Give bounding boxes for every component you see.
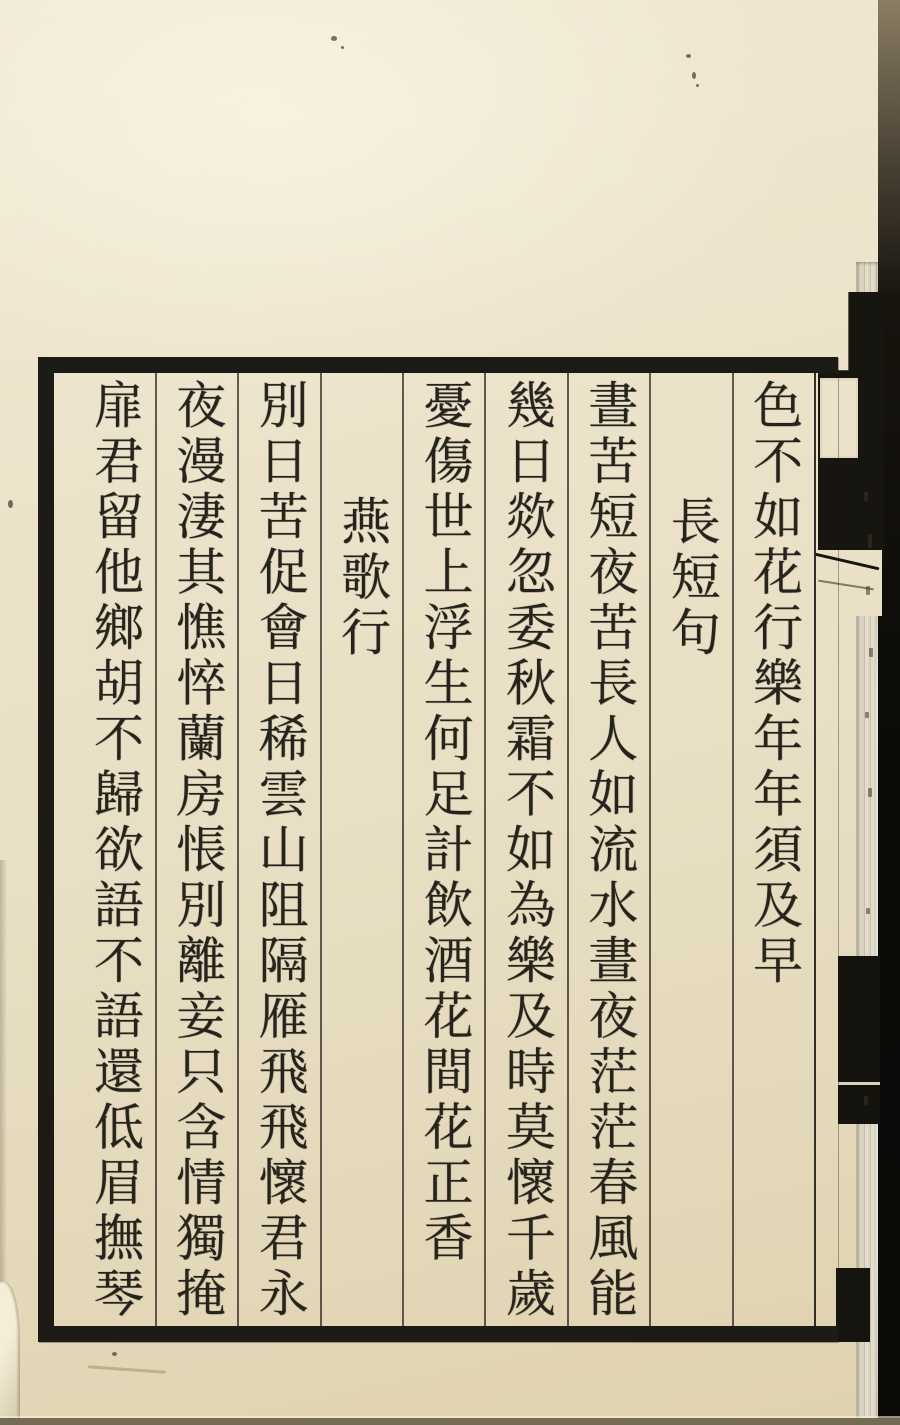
edge-print-mark bbox=[868, 534, 872, 548]
text-column-6-title bbox=[320, 373, 402, 1326]
text-column-7 bbox=[237, 373, 319, 1326]
text-column-4 bbox=[484, 373, 566, 1326]
page-seam bbox=[838, 1082, 880, 1085]
text-block bbox=[54, 373, 816, 1326]
paper-scratch bbox=[88, 1365, 166, 1373]
text-column-8 bbox=[155, 373, 237, 1326]
text-column-3 bbox=[567, 373, 649, 1326]
page-curl bbox=[0, 1282, 20, 1425]
column-text: 別日苦促會日稀雲山阻隔雁飛飛懷君永 bbox=[250, 379, 309, 1323]
text-column-5 bbox=[402, 373, 484, 1326]
text-column-1 bbox=[732, 373, 814, 1326]
edge-print-mark bbox=[866, 586, 870, 595]
photo-bottom-edge bbox=[0, 1418, 900, 1425]
edge-border-segment bbox=[838, 956, 880, 1124]
text-frame-border bbox=[38, 357, 838, 1342]
ink-speck bbox=[686, 54, 691, 58]
ink-speck bbox=[8, 500, 13, 508]
column-text: 幾日欻忽委秋霜不如為樂及時莫懷千歲 bbox=[497, 379, 556, 1323]
edge-print-mark bbox=[868, 788, 872, 797]
ink-speck bbox=[331, 36, 337, 41]
column-text: 憂傷世上浮生何足計飲酒花間花正香 bbox=[415, 379, 474, 1267]
edge-print-mark bbox=[865, 712, 869, 718]
text-column-9 bbox=[72, 373, 154, 1326]
edge-border-segment bbox=[836, 1268, 870, 1342]
text-column-2-title bbox=[649, 373, 731, 1326]
ink-speck bbox=[696, 84, 699, 87]
photo-backdrop bbox=[878, 0, 900, 1425]
poem-title: 長短句 bbox=[662, 495, 721, 662]
edge-print-mark bbox=[866, 908, 870, 914]
ink-speck bbox=[692, 72, 696, 79]
column-text: 夜漫淒其憔悴蘭房悵別離妾只含情獨掩 bbox=[168, 379, 227, 1323]
edge-print-mark bbox=[864, 1096, 868, 1105]
ink-speck bbox=[341, 46, 344, 49]
edge-print-mark bbox=[864, 492, 868, 501]
column-text: 晝苦短夜苦長人如流水晝夜茫茫春風能 bbox=[580, 379, 639, 1323]
ink-speck bbox=[112, 1352, 117, 1356]
column-text: 扉君留他鄉胡不歸欲語不語還低眉撫琴 bbox=[85, 379, 144, 1323]
column-text: 色不如花行樂年年須及早 bbox=[745, 379, 803, 990]
edge-print-mark bbox=[869, 648, 873, 657]
poem-title: 燕歌行 bbox=[333, 495, 392, 662]
